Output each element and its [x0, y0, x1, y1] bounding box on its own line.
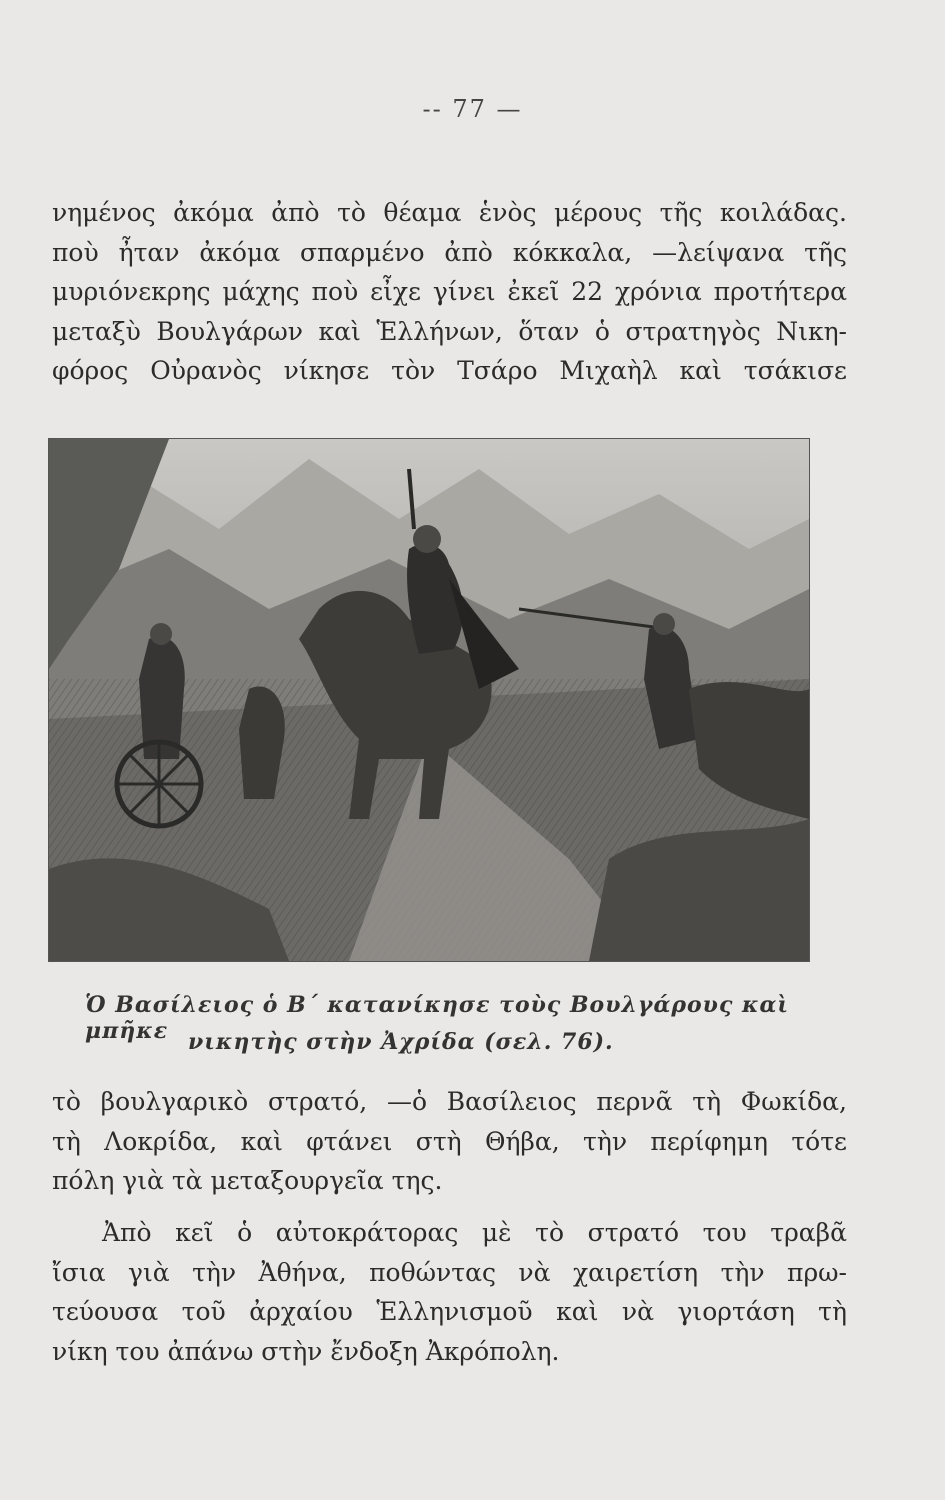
battle-illustration [48, 438, 810, 962]
figure-caption-line1: Ὁ Βασίλειος ὁ Β΄ κατανίκησε τοὺς Βουλγάρους καὶ μπῆκε [85, 992, 790, 1044]
paragraph-bottom [52, 1213, 847, 1371]
paragraph-top [52, 193, 847, 391]
paragraph-middle [52, 1082, 847, 1201]
text-line: Ἀπὸ κεῖ ὁ αὐτοκράτορας μὲ τὸ στρατό του τραβᾶ [102, 1218, 847, 1247]
text-line: μυριόνεκρης μάχης ποὺ εἶχε γίνει ἐκεῖ 22 χρόνια προτήτερα [52, 277, 847, 306]
text-line: νίκη του ἀπάνω στὴν ἔνδοξη Ἀκρόπολη. [52, 1336, 560, 1366]
text-line: ποὺ ἦταν ἀκόμα σπαρμένο ἀπὸ κόκκαλα, —λείψανα τῆς [52, 237, 847, 267]
text-line: φόρος Οὐρανὸς νίκησε τὸν Τσάρο Μιχαὴλ καὶ τσάκισε [52, 356, 847, 385]
text-line: τεύουσα τοῦ ἀρχαίου Ἑλληνισμοῦ καὶ νὰ γιορτάση τὴ [52, 1297, 847, 1326]
text-line: τὸ βουλγαρικὸ στρατό, —ὁ Βασίλειος περνᾶ τὴ Φωκίδα, [52, 1087, 847, 1116]
figure-caption-line2: νικητὴς στὴν Ἀχρίδα (σελ. 76). [188, 1029, 614, 1055]
engraving-image [49, 439, 809, 961]
page-number: -- 77 — [422, 95, 523, 123]
text-line: τὴ Λοκρίδα, καὶ φτάνει στὴ Θήβα, τὴν περίφημη τότε [52, 1126, 847, 1156]
text-line: μεταξὺ Βουλγάρων καὶ Ἑλλήνων, ὅταν ὁ στρατηγὸς Νικη- [52, 316, 847, 346]
text-line: νημένος ἀκόμα ἀπὸ τὸ θέαμα ἑνὸς μέρους τῆς κοιλάδας. [52, 198, 847, 227]
text-line: πόλη γιὰ τὰ μεταξουργεῖα της. [52, 1166, 443, 1195]
text-line: ἴσια γιὰ τὴν Ἀθήνα, ποθώντας νὰ χαιρετίση τὴν πρω- [52, 1257, 847, 1287]
